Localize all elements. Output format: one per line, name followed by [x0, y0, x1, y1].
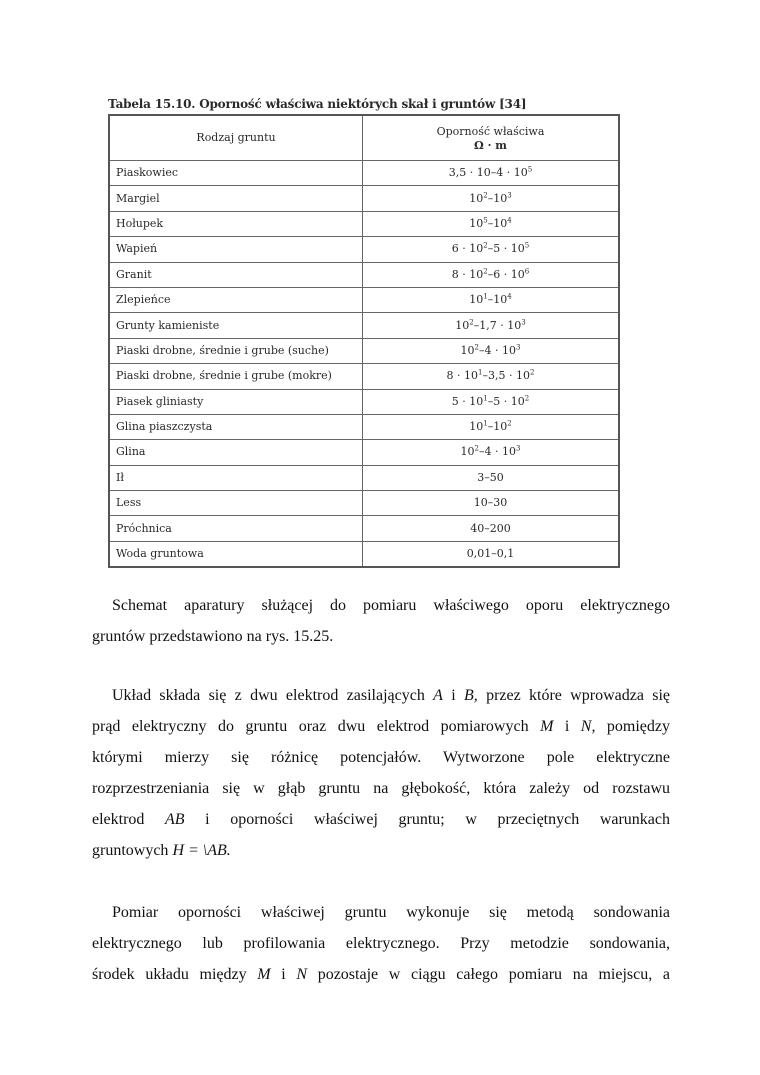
soil-type-cell: Piaski drobne, średnie i grube (suche) [109, 338, 363, 363]
text-line: rozprzestrzeniania się w głąb gruntu na głębokość, która zależy od rozstawu [92, 780, 670, 797]
text-line: elektrod AB i oporności właściwej gruntu; w przeciętnych warunkach [92, 811, 670, 828]
paragraph-electrodes [92, 680, 670, 866]
table-row [109, 338, 619, 363]
soil-type-cell: Grunty kamieniste [109, 313, 363, 338]
soil-type-cell: Ił [109, 465, 363, 490]
soil-type-cell: Woda gruntowa [109, 541, 363, 567]
soil-type-cell: Wapień [109, 237, 363, 262]
resistivity-cell: $6 \cdot 10^2-5 \cdot 10^5$ [363, 237, 620, 262]
paragraph-apparatus [92, 590, 670, 652]
table-body [109, 161, 619, 568]
table-header-row [109, 115, 619, 161]
table-row [109, 465, 619, 490]
table-row [109, 491, 619, 516]
table-row [109, 237, 619, 262]
resistivity-cell: $10^5-10^4$ [363, 211, 620, 236]
table-row [109, 389, 619, 414]
resistivity-cell: 0,01–0,1 [363, 541, 620, 567]
soil-type-cell: Zlepieńce [109, 287, 363, 312]
text-line: którymi mierzy się różnicę potencjałów. Wytworzone pole elektryczne [92, 749, 670, 766]
text-line: elektrycznego lub profilowania elektrycznego. Przy metodzie sondowania, [92, 935, 670, 952]
text-line: prąd elektryczny do gruntu oraz dwu elektrod pomiarowych M i N, pomiędzy [92, 718, 671, 735]
soil-type-cell: Margiel [109, 186, 363, 211]
resistivity-cell: $10^2-4 \cdot 10^3$ [363, 440, 620, 465]
soil-type-cell: Hołupek [109, 211, 363, 236]
table-row [109, 211, 619, 236]
header-resistivity-unit: Ω · m [474, 139, 507, 152]
resistivity-cell: 40–200 [363, 516, 620, 541]
table-row [109, 161, 619, 186]
resistivity-table-block [108, 94, 620, 568]
resistivity-cell: $10^1-10^4$ [363, 287, 620, 312]
table-row [109, 287, 619, 312]
table-row [109, 313, 619, 338]
soil-type-cell: Piaski drobne, średnie i grube (mokre) [109, 364, 363, 389]
table-row [109, 262, 619, 287]
resistivity-cell: $3,5 \cdot 10-4 \cdot 10^5$ [363, 161, 620, 186]
resistivity-cell: $10^2-4 \cdot 10^3$ [363, 338, 620, 363]
resistivity-cell: $10^2-10^3$ [363, 186, 620, 211]
text-line: gruntowych H = \AB. [92, 842, 231, 859]
resistivity-cell: $10^2-1,7 \cdot 10^3$ [363, 313, 620, 338]
resistivity-cell: 10–30 [363, 491, 620, 516]
resistivity-cell: $8 \cdot 10^2-6 \cdot 10^6$ [363, 262, 620, 287]
soil-type-cell: Piasek gliniasty [109, 389, 363, 414]
soil-type-cell: Próchnica [109, 516, 363, 541]
table-row [109, 364, 619, 389]
table-row [109, 186, 619, 211]
table-row [109, 440, 619, 465]
text-line: Pomiar oporności właściwej gruntu wykonuje się metodą sondowania [112, 904, 670, 921]
table-caption: Tabela 15.10. Oporność właściwa niektórych skał i gruntów [34] [108, 97, 527, 111]
header-soil-type: Rodzaj gruntu [109, 115, 363, 161]
soil-type-cell: Less [109, 491, 363, 516]
text-line: Schemat aparatury służącej do pomiaru właściwego oporu elektrycznego [112, 597, 670, 614]
header-resistivity-label: Oporność właściwa [436, 125, 545, 138]
paragraph-measurement [92, 897, 670, 990]
text-line: gruntów przedstawiono na rys. 15.25. [92, 628, 334, 645]
text-line: środek układu między M i N pozostaje w ciągu całego pomiaru na miejscu, a [92, 966, 670, 983]
table-row [109, 541, 619, 567]
depth-formula: H = \AB. [172, 842, 231, 859]
table-row [109, 414, 619, 439]
header-resistivity [363, 115, 620, 161]
resistivity-table [108, 114, 620, 568]
soil-type-cell: Granit [109, 262, 363, 287]
soil-type-cell: Glina piaszczysta [109, 414, 363, 439]
soil-type-cell: Glina [109, 440, 363, 465]
resistivity-cell: 3–50 [363, 465, 620, 490]
text-line: Układ składa się z dwu elektrod zasilających A i B, przez które wprowadza się [112, 687, 671, 704]
resistivity-cell: $5 \cdot 10^1-5 \cdot 10^2$ [363, 389, 620, 414]
table-row [109, 516, 619, 541]
resistivity-cell: $10^1-10^2$ [363, 414, 620, 439]
soil-type-cell: Piaskowiec [109, 161, 363, 186]
resistivity-cell: $8 \cdot 10^1-3,5 \cdot 10^2$ [363, 364, 620, 389]
